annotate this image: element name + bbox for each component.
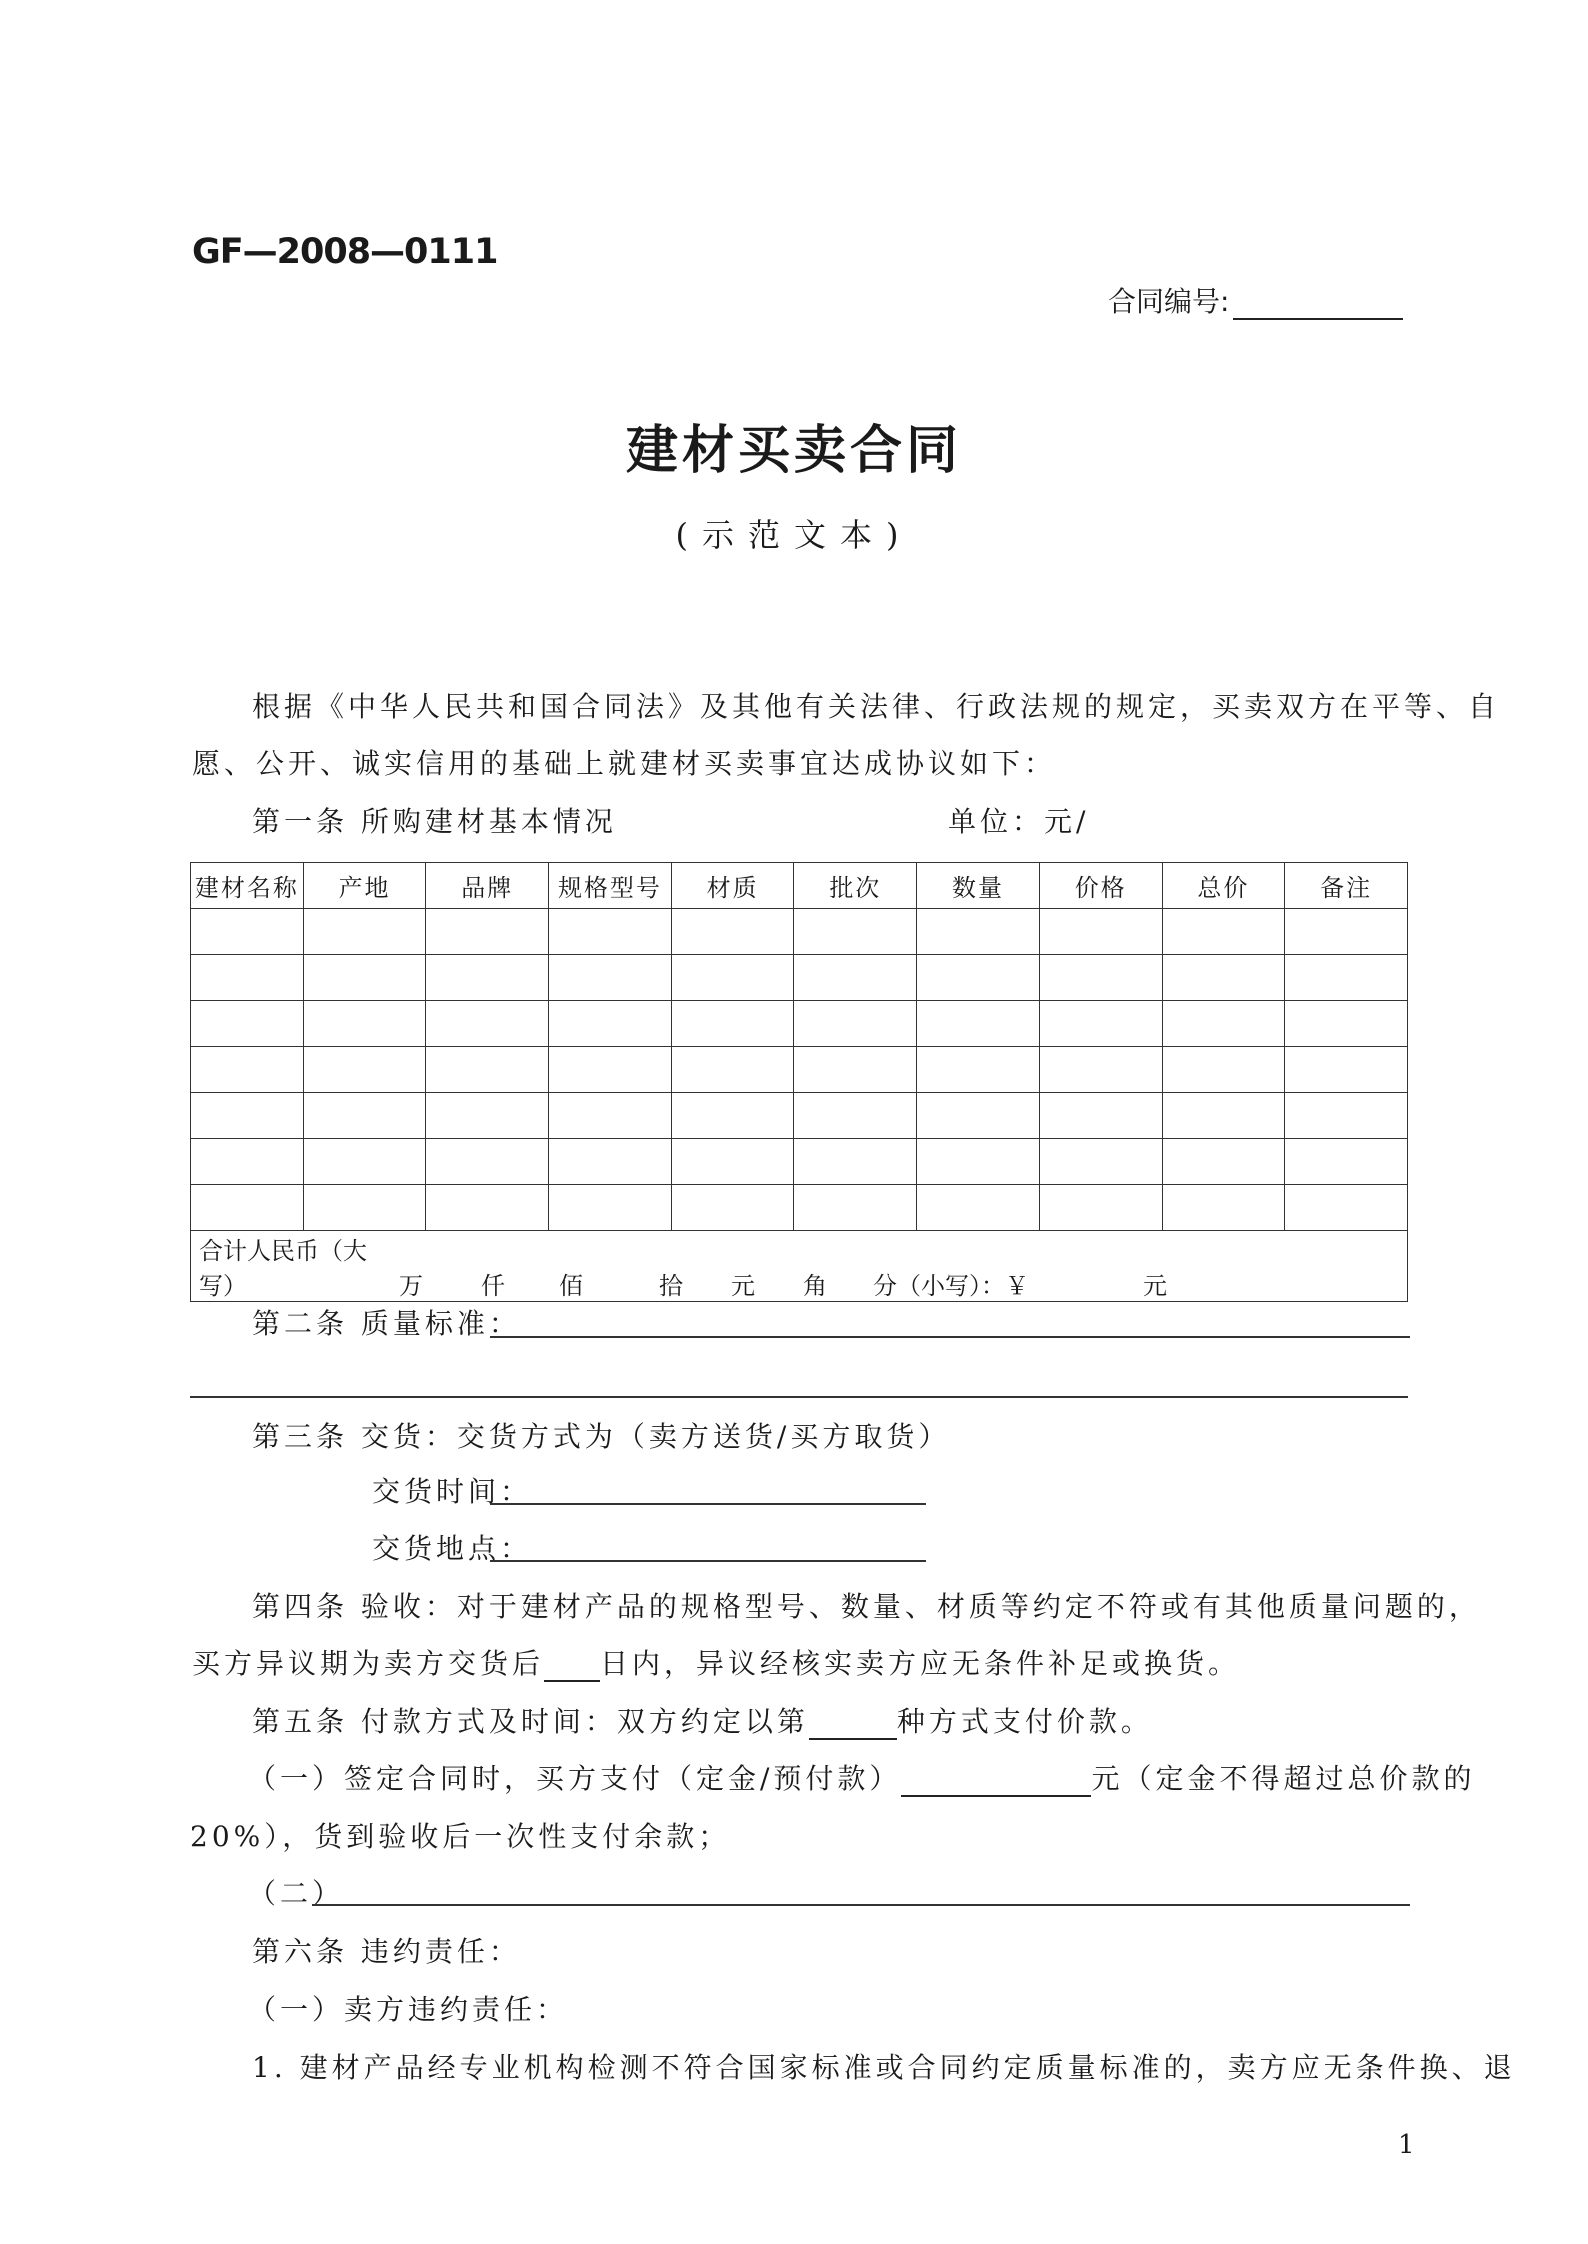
total-label: 合计人民币（大写） xyxy=(199,1237,367,1300)
payment-option-2-label: （二） xyxy=(248,1877,345,1910)
table-cell[interactable] xyxy=(794,955,917,1001)
table-cell[interactable] xyxy=(671,1047,794,1093)
table-cell[interactable] xyxy=(1285,1185,1408,1231)
materials-table xyxy=(190,862,1408,1302)
table-row xyxy=(191,1139,1408,1185)
article-1-label: 第一条 所购建材基本情况 xyxy=(252,805,617,838)
table-cell[interactable] xyxy=(1039,1047,1162,1093)
table-cell[interactable] xyxy=(191,1047,304,1093)
table-cell[interactable] xyxy=(794,909,917,955)
table-header-cell: 批次 xyxy=(794,863,917,909)
table-header-cell: 规格型号 xyxy=(549,863,672,909)
page-number: 1 xyxy=(1398,2130,1415,2160)
objection-days-field[interactable] xyxy=(544,1652,600,1682)
article-4-text-a: 买方异议期为卖方交货后 xyxy=(192,1647,545,1680)
table-cell[interactable] xyxy=(549,955,672,1001)
table-cell[interactable] xyxy=(1162,1093,1285,1139)
total-yuan: 元 xyxy=(731,1272,755,1300)
table-cell[interactable] xyxy=(1285,1139,1408,1185)
table-row xyxy=(191,955,1408,1001)
table-cell[interactable] xyxy=(1285,955,1408,1001)
table-cell[interactable] xyxy=(1285,909,1408,955)
total-bai: 佰 xyxy=(559,1272,583,1300)
table-cell[interactable] xyxy=(917,909,1040,955)
total-cell xyxy=(191,1231,1408,1302)
table-cell[interactable] xyxy=(1039,1185,1162,1231)
table-cell[interactable] xyxy=(1039,1093,1162,1139)
total-jiao: 角 xyxy=(803,1272,827,1300)
article-3-label: 第三条 交货：交货方式为（卖方送货/买方取货） xyxy=(252,1420,951,1453)
table-cell[interactable] xyxy=(303,1047,426,1093)
intro-line-2: 愿、公开、诚实信用的基础上就建材买卖事宜达成协议如下： xyxy=(192,747,1057,780)
article-6-label: 第六条 违约责任： xyxy=(252,1935,521,1968)
table-cell[interactable] xyxy=(1162,1185,1285,1231)
deposit-amount-field[interactable] xyxy=(901,1767,1091,1797)
payment-option-1-text-a: （一）签定合同时，买方支付（定金/预付款） xyxy=(248,1762,902,1795)
table-cell[interactable] xyxy=(917,1047,1040,1093)
table-cell[interactable] xyxy=(917,1093,1040,1139)
payment-option-1-text-b: 元（定金不得超过总价款的 xyxy=(1091,1762,1476,1795)
table-cell[interactable] xyxy=(191,955,304,1001)
table-header-cell: 品牌 xyxy=(426,863,549,909)
table-cell[interactable] xyxy=(303,1001,426,1047)
table-cell[interactable] xyxy=(1162,1047,1285,1093)
table-header-cell: 总价 xyxy=(1162,863,1285,909)
table-cell[interactable] xyxy=(1285,1093,1408,1139)
total-wan: 万 xyxy=(399,1272,423,1300)
table-cell[interactable] xyxy=(671,1139,794,1185)
article-5-text-b: 种方式支付价款。 xyxy=(896,1705,1153,1738)
unit-label: 单位：元/ xyxy=(948,805,1090,838)
table-header-cell: 产地 xyxy=(303,863,426,909)
table-cell[interactable] xyxy=(671,1185,794,1231)
table-cell[interactable] xyxy=(549,1139,672,1185)
table-cell[interactable] xyxy=(1039,909,1162,955)
payment-method-field[interactable] xyxy=(809,1710,897,1740)
seller-liability-label: （一）卖方违约责任： xyxy=(248,1993,569,2026)
table-header-cell: 数量 xyxy=(917,863,1040,909)
table-cell[interactable] xyxy=(1039,1001,1162,1047)
article-4-line-2 xyxy=(192,1642,1240,1682)
intro-line-1: 根据《中华人民共和国合同法》及其他有关法律、行政法规的规定，买卖双方在平等、自 xyxy=(252,690,1501,723)
quality-standard-field-2[interactable] xyxy=(190,1396,1408,1398)
table-header-row xyxy=(191,863,1408,909)
table-cell[interactable] xyxy=(917,1001,1040,1047)
table-header-cell: 建材名称 xyxy=(191,863,304,909)
table-cell[interactable] xyxy=(917,1139,1040,1185)
payment-option-1-cont: 20%），货到验收后一次性支付余款； xyxy=(190,1820,731,1853)
article-4-text-b: 日内，异议经核实卖方应无条件补足或换货。 xyxy=(600,1647,1241,1680)
table-row xyxy=(191,1047,1408,1093)
table-cell[interactable] xyxy=(426,1093,549,1139)
total-fen-small: 分（小写）：￥ xyxy=(873,1272,1029,1300)
table-cell[interactable] xyxy=(794,1185,917,1231)
page-title: 建材买卖合同 xyxy=(625,420,962,481)
table-cell[interactable] xyxy=(191,1185,304,1231)
quality-standard-field[interactable] xyxy=(490,1336,1410,1338)
table-cell[interactable] xyxy=(191,909,304,955)
table-cell[interactable] xyxy=(191,1093,304,1139)
table-cell[interactable] xyxy=(191,1139,304,1185)
table-cell[interactable] xyxy=(1162,1139,1285,1185)
table-cell[interactable] xyxy=(549,1001,672,1047)
table-cell[interactable] xyxy=(794,1001,917,1047)
article-4-line-1: 第四条 验收：对于建材产品的规格型号、数量、材质等约定不符或有其他质量问题的， xyxy=(252,1590,1481,1623)
payment-option-1 xyxy=(248,1757,1475,1797)
page-subtitle: (示范文本) xyxy=(675,516,913,554)
table-cell[interactable] xyxy=(426,955,549,1001)
table-cell[interactable] xyxy=(917,955,1040,1001)
table-cell[interactable] xyxy=(671,909,794,955)
table-cell[interactable] xyxy=(549,909,672,955)
table-cell[interactable] xyxy=(1162,1001,1285,1047)
table-cell[interactable] xyxy=(191,1001,304,1047)
table-cell[interactable] xyxy=(303,955,426,1001)
delivery-place-field[interactable] xyxy=(490,1560,926,1562)
table-cell[interactable] xyxy=(426,1139,549,1185)
table-cell[interactable] xyxy=(549,1185,672,1231)
contract-number-label: 合同编号: xyxy=(1108,285,1230,318)
table-cell[interactable] xyxy=(426,1047,549,1093)
table-cell[interactable] xyxy=(794,1047,917,1093)
delivery-place-label: 交货地点： xyxy=(372,1532,533,1565)
table-row xyxy=(191,909,1408,955)
contract-number-field[interactable] xyxy=(1233,288,1403,320)
table-cell[interactable] xyxy=(303,909,426,955)
table-header-cell: 价格 xyxy=(1039,863,1162,909)
table-cell[interactable] xyxy=(1162,909,1285,955)
payment-option-2-field[interactable] xyxy=(312,1904,1410,1906)
table-row xyxy=(191,1185,1408,1231)
table-cell[interactable] xyxy=(671,1093,794,1139)
table-cell[interactable] xyxy=(426,1185,549,1231)
article-5-text-a: 第五条 付款方式及时间：双方约定以第 xyxy=(252,1705,809,1738)
table-cell[interactable] xyxy=(426,909,549,955)
document-code: GF—2008—0111 xyxy=(192,232,498,272)
delivery-time-label: 交货时间： xyxy=(372,1475,533,1508)
table-row xyxy=(191,1093,1408,1139)
total-qian: 仟 xyxy=(481,1272,505,1300)
contract-number xyxy=(1108,280,1403,320)
article-2-label: 第二条 质量标准： xyxy=(252,1307,521,1340)
table-cell[interactable] xyxy=(1162,955,1285,1001)
table-header-cell: 材质 xyxy=(671,863,794,909)
table-cell[interactable] xyxy=(1039,1139,1162,1185)
table-row xyxy=(191,1001,1408,1047)
table-cell[interactable] xyxy=(1285,1001,1408,1047)
table-cell[interactable] xyxy=(1285,1047,1408,1093)
table-cell[interactable] xyxy=(303,1093,426,1139)
table-cell[interactable] xyxy=(1039,955,1162,1001)
table-cell[interactable] xyxy=(303,1185,426,1231)
table-cell[interactable] xyxy=(303,1139,426,1185)
table-cell[interactable] xyxy=(671,1001,794,1047)
table-cell[interactable] xyxy=(549,1047,672,1093)
table-cell[interactable] xyxy=(549,1093,672,1139)
total-shi: 拾 xyxy=(659,1272,683,1300)
table-header-cell: 备注 xyxy=(1285,863,1408,909)
table-cell[interactable] xyxy=(671,955,794,1001)
total-yuan-small: 元 xyxy=(1143,1272,1167,1300)
seller-liability-item-1: 1. 建材产品经专业机构检测不符合国家标准或合同约定质量标准的，卖方应无条件换、退 xyxy=(252,2051,1516,2084)
table-cell[interactable] xyxy=(917,1185,1040,1231)
table-cell[interactable] xyxy=(426,1001,549,1047)
delivery-time-field[interactable] xyxy=(490,1503,926,1505)
table-total-row xyxy=(191,1231,1408,1302)
article-5-line xyxy=(252,1700,1153,1740)
table-cell[interactable] xyxy=(794,1093,917,1139)
table-cell[interactable] xyxy=(794,1139,917,1185)
